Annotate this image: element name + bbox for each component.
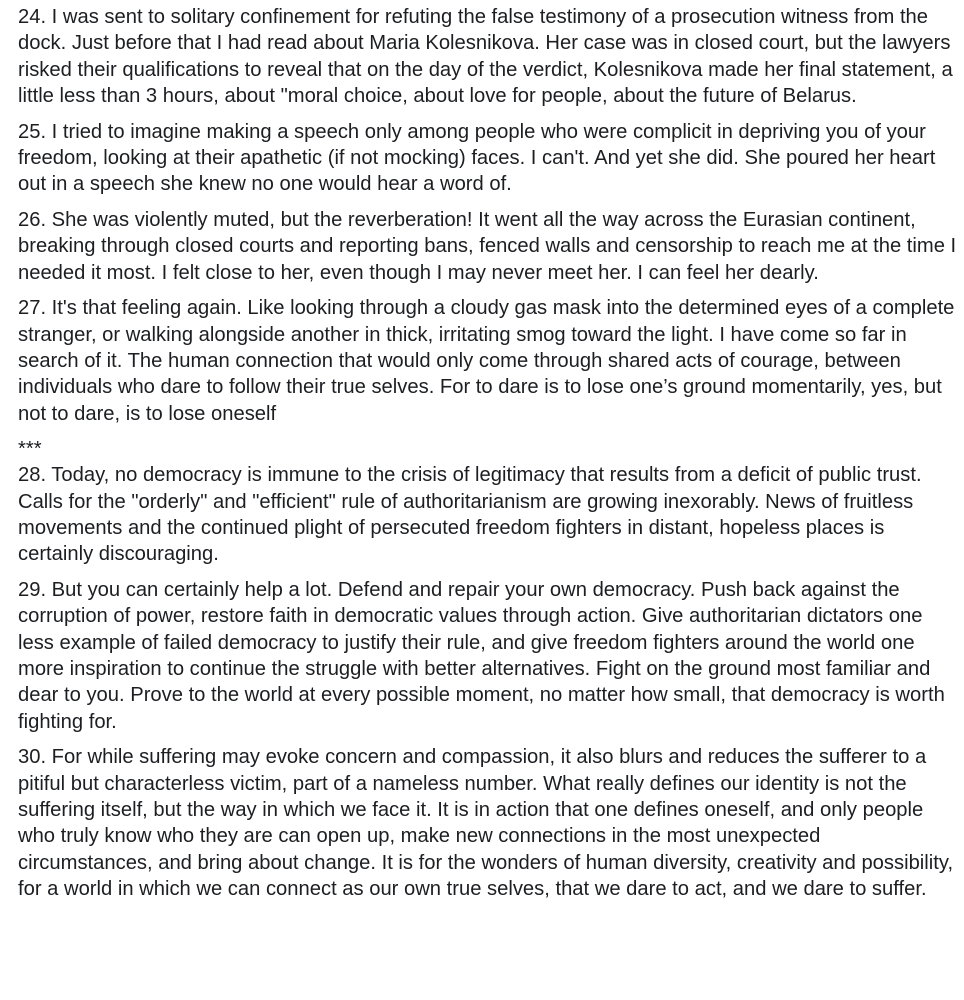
post-body bbox=[18, 4, 958, 912]
section-separator: *** bbox=[18, 438, 42, 461]
paragraph-30: 30. For while suffering may evoke concern and compassion, it also blurs and reduces the sufferer to a pitiful but characterless victim, part of a nameless number. What really defines our identity is not the suffering itself, but the way in which we face it. It is in action that one defines oneself, and only people who truly know who they are can open up, make new connections in the most unexpected circumstances, and bring about change. It is for the wonders of human diversity, creativity and possibility, for a world in which we can connect as our own true selves, that we dare to act, and we dare to suffer. bbox=[18, 746, 954, 900]
paragraph-28: 28. Today, no democracy is immune to the crisis of legitimacy that results from a deficit of public trust. Calls for the "orderly" and "efficient" rule of authoritarianism are growing inexorably. News of fruitless movements and the continued plight of persecuted freedom fighters in distant, hopeless places is certainly discouraging. bbox=[18, 464, 922, 566]
paragraph-25: 25. I tried to imagine making a speech only among people who were complicit in depriving you of your freedom, looking at their apathetic (if not mocking) faces. I can't. And yet she did. She poured her heart out in a speech she knew no one would hear a word of. bbox=[18, 120, 936, 196]
paragraph-29: 29. But you can certainly help a lot. Defend and repair your own democracy. Push back against the corruption of power, restore faith in democratic values through action. Give authoritarian dictators one less example of failed democracy to justify their rule, and give freedom fighters around the world one more inspiration to continue the struggle with better alternatives. Fight on the ground most familiar and dear to you. Prove to the world at every possible moment, no matter how small, that democracy is worth fighting for. bbox=[18, 579, 945, 733]
paragraph-27: 27. It's that feeling again. Like looking through a cloudy gas mask into the determined eyes of a complete stranger, or walking alongside another in thick, irritating smog toward the light. I have come so far in search of it. The human connection that would only come through shared acts of courage, between individuals who dare to follow their true selves. For to dare is to lose one’s ground momentarily, yes, but not to dare, is to lose oneself bbox=[18, 297, 955, 425]
paragraph-26: 26. She was violently muted, but the reverberation! It went all the way across the Eurasian continent, breaking through closed courts and reporting bans, fenced walls and censorship to reach me at the time I needed it most. I felt close to her, even though I may never meet her. I can feel her dearly. bbox=[18, 209, 957, 284]
paragraph-24: 24. I was sent to solitary confinement for refuting the false testimony of a prosecution witness from the dock. Just before that I had read about Maria Kolesnikova. Her case was in closed court, but the lawyers risked their qualifications to reveal that on the day of the verdict, Kolesnikova made her final statement, a little less than 3 hours, about "moral choice, about love for people, about the future of Belarus. bbox=[18, 6, 953, 107]
